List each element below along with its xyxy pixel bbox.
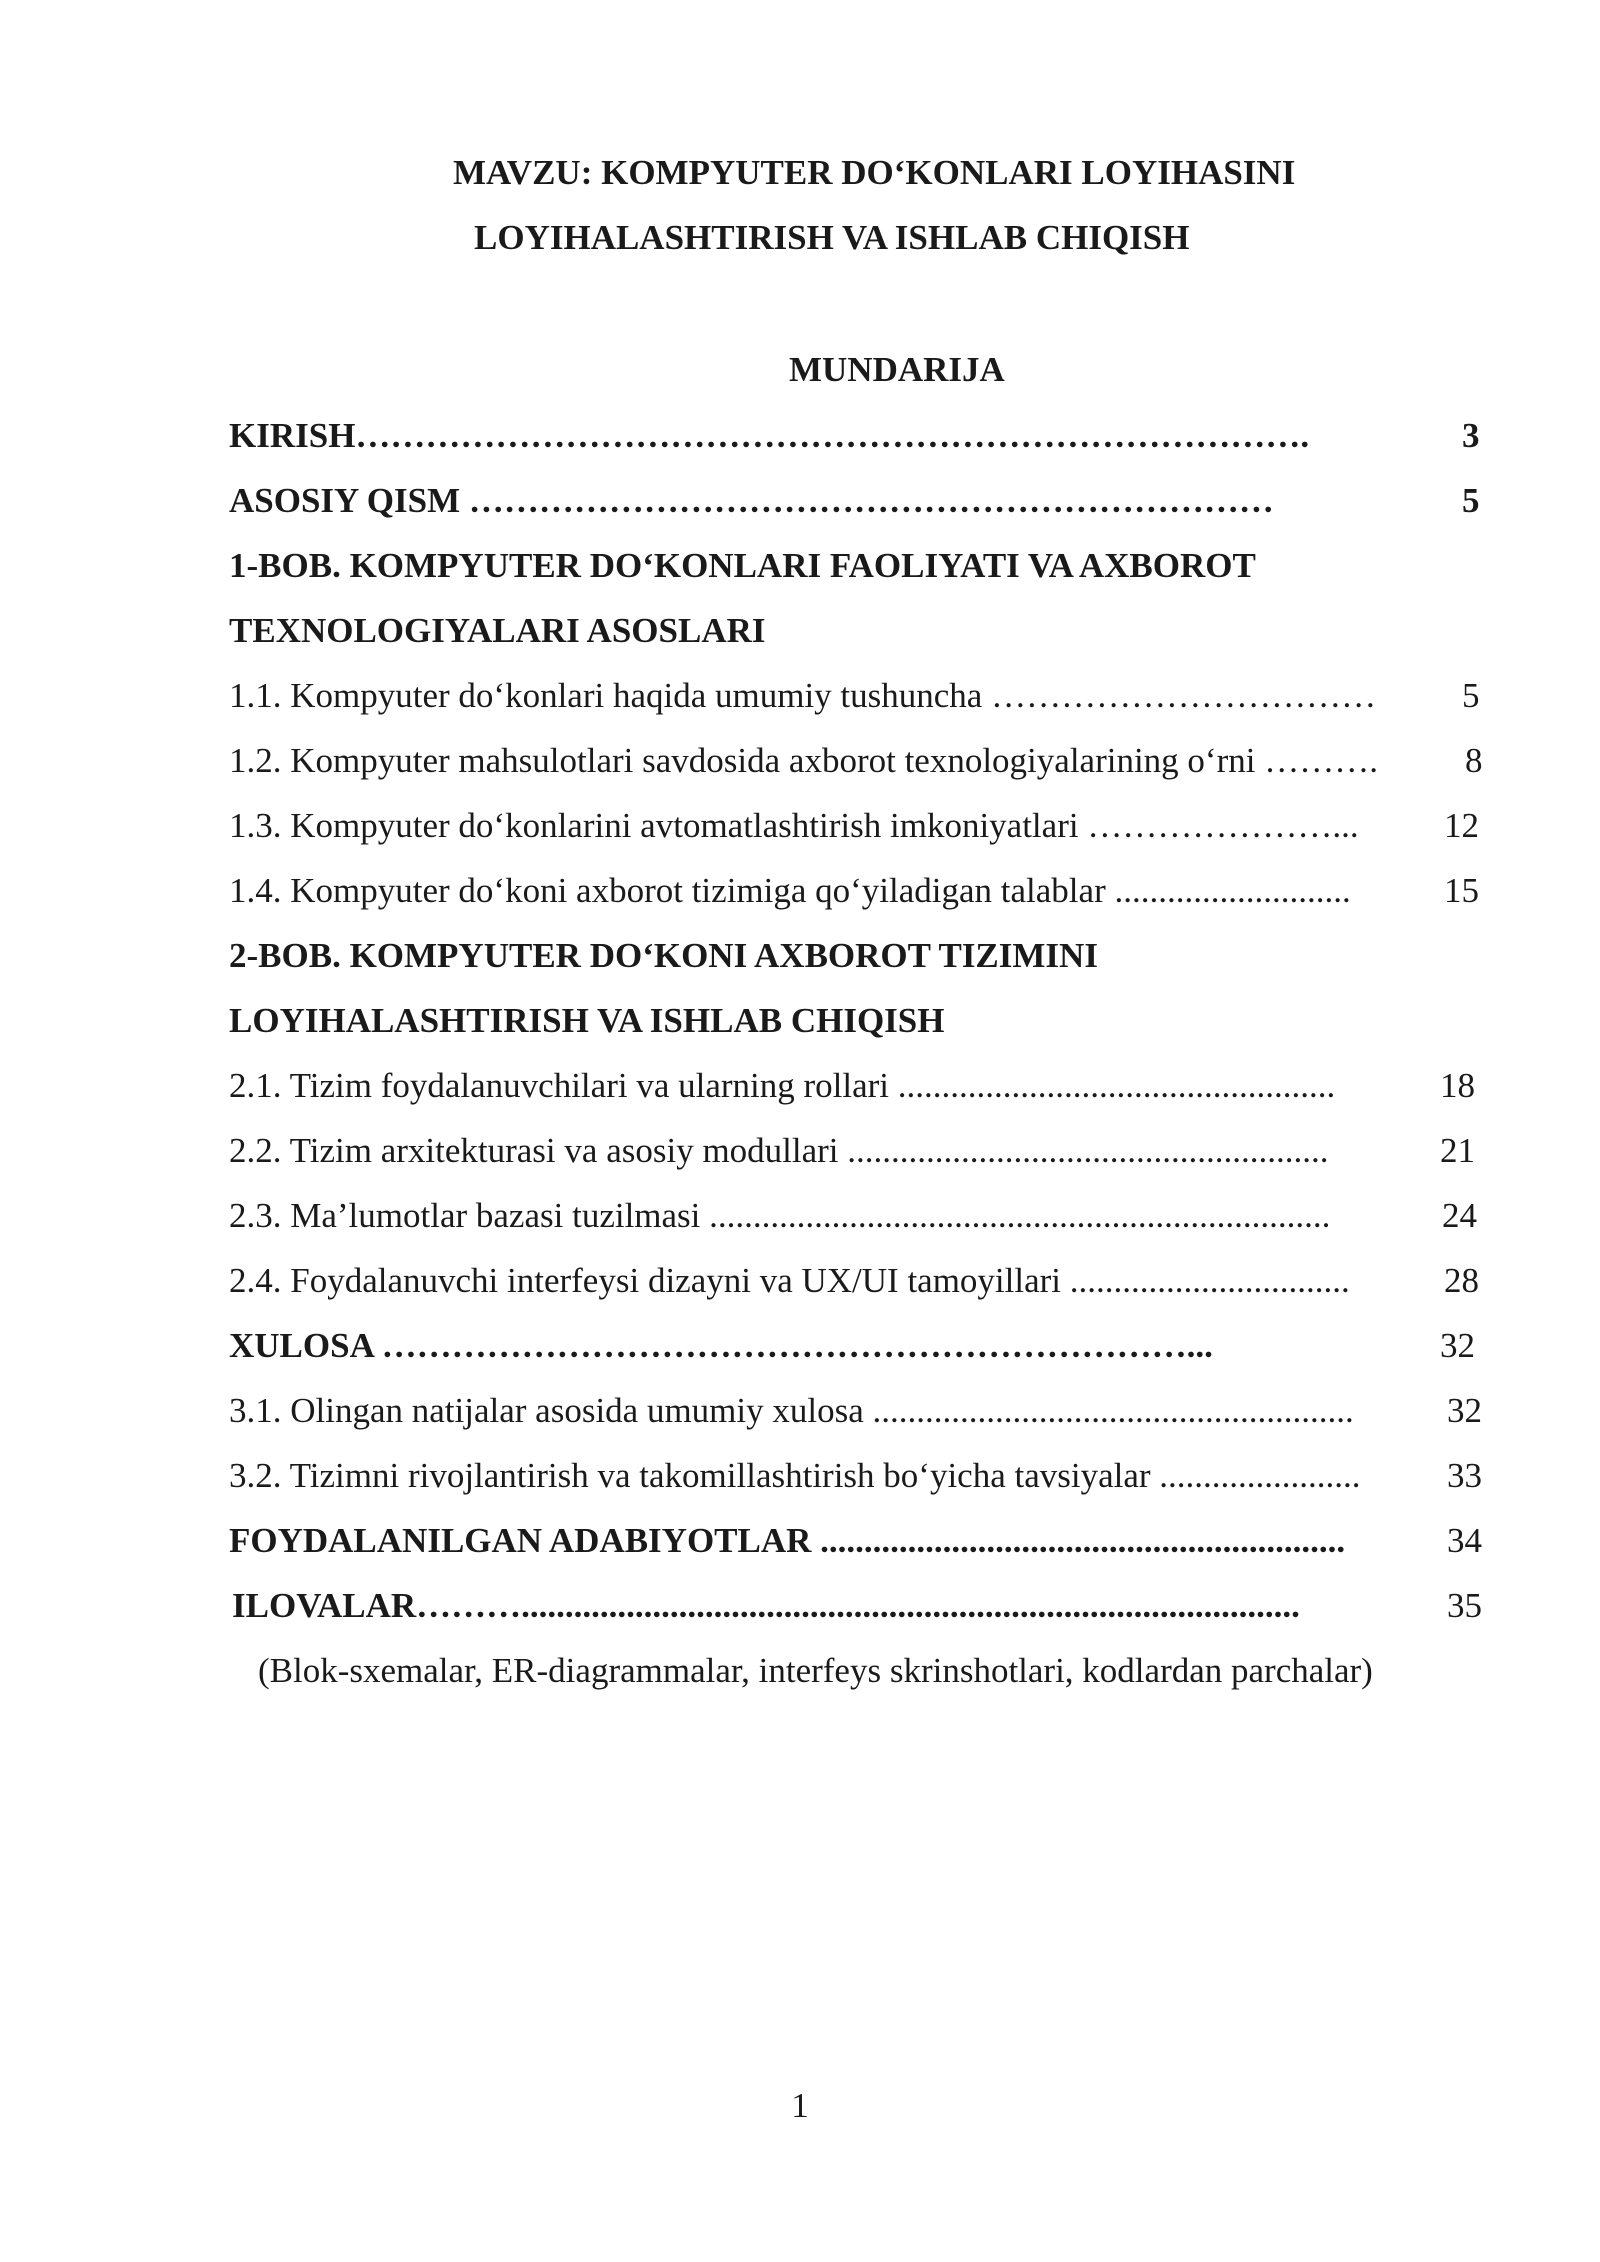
toc-entry-text: 1.1. Kompyuter do‘konlari haqida umumiy tushuncha …………………………… [229, 676, 1377, 715]
toc-page-number: 8 [1465, 741, 1483, 780]
toc-entry-text: 1.2. Kompyuter mahsulotlari savdosida axborot texnologiyalarining o‘rni ………. [229, 741, 1378, 780]
toc-entry-text: 2.2. Tizim arxitekturasi va asosiy modullari ....................................................... [229, 1131, 1329, 1170]
toc-entry-2-2 [229, 1131, 1475, 1171]
toc-entry-text: ILOVALAR………......................................................................................... [232, 1586, 1300, 1625]
toc-page-number: 35 [1447, 1586, 1482, 1625]
toc-chapter-1-line-2: TEXNOLOGIYALARI ASOSLARI [229, 611, 766, 650]
contents-heading: MUNDARIJA [789, 350, 1005, 389]
toc-entry-text: 1.4. Kompyuter do‘koni axborot tizimiga qo‘yiladigan talablar ........................... [229, 871, 1351, 910]
toc-entry-text: XULOSA ……………………………………………………………... [229, 1326, 1213, 1365]
toc-page-number: 3 [1462, 416, 1480, 455]
toc-entry-1-2 [229, 741, 1483, 781]
toc-page-number: 21 [1440, 1131, 1475, 1170]
page-number: 1 [791, 2086, 809, 2125]
toc-entry-text: KIRISH………………………………………………………………………. [229, 416, 1310, 455]
toc-page-number: 24 [1442, 1196, 1477, 1235]
title-line-2: LOYIHALASHTIRISH VA ISHLAB CHIQISH [474, 218, 1190, 257]
toc-page-number: 12 [1444, 806, 1479, 845]
toc-page-number: 5 [1462, 481, 1480, 520]
toc-entry-asosiy-qism [229, 481, 1480, 521]
title-line-1: MAVZU: KOMPYUTER DO‘KONLARI LOYIHASINI [453, 153, 1296, 192]
toc-entry-2-3 [229, 1196, 1477, 1236]
toc-entry-text: 1.3. Kompyuter do‘konlarini avtomatlashtirish imkoniyatlari …………………... [229, 806, 1359, 845]
toc-entry-text: 2.3. Ma’lumotlar bazasi tuzilmasi ....................................................................... [229, 1196, 1331, 1235]
toc-ilovalar-note: (Blok-sxemalar, ER-diagrammalar, interfeys skrinshotlari, kodlardan parchalar) [258, 1651, 1373, 1690]
toc-entry-xulosa [229, 1326, 1475, 1366]
toc-chapter-2-line-1: 2-BOB. KOMPYUTER DO‘KONI AXBOROT TIZIMINI [229, 936, 1098, 975]
toc-chapter-2-line-2: LOYIHALASHTIRISH VA ISHLAB CHIQISH [229, 1001, 945, 1040]
toc-entry-2-4 [229, 1261, 1479, 1301]
toc-page-number: 32 [1447, 1391, 1482, 1430]
toc-entry-text: 2.1. Tizim foydalanuvchilari va ularning rollari .................................................. [229, 1066, 1336, 1105]
toc-entry-kirish [229, 416, 1480, 456]
toc-entry-adabiyotlar [229, 1521, 1482, 1561]
toc-entry-text: 2.4. Foydalanuvchi interfeysi dizayni va UX/UI tamoyillari ................................ [229, 1261, 1350, 1300]
toc-page-number: 5 [1462, 676, 1480, 715]
toc-entry-3-1 [229, 1391, 1482, 1431]
toc-entry-1-4 [229, 871, 1479, 911]
toc-page-number: 33 [1447, 1456, 1482, 1495]
toc-entry-1-1 [229, 676, 1480, 716]
toc-chapter-1-line-1: 1-BOB. KOMPYUTER DO‘KONLARI FAOLIYATI VA AXBOROT [229, 546, 1256, 585]
toc-entry-text: 3.1. Olingan natijalar asosida umumiy xulosa ....................................................... [229, 1391, 1354, 1430]
toc-page-number: 15 [1444, 871, 1479, 910]
toc-entry-2-1 [229, 1066, 1475, 1106]
toc-entry-ilovalar [232, 1586, 1482, 1626]
toc-entry-text: ASOSIY QISM …………………………………………………………… [229, 481, 1274, 520]
toc-page-number: 34 [1447, 1521, 1482, 1560]
toc-page-number: 32 [1440, 1326, 1475, 1365]
toc-entry-text: FOYDALANILGAN ADABIYOTLAR ............................................................ [229, 1521, 1346, 1560]
toc-entry-1-3 [229, 806, 1479, 846]
toc-entry-text: 3.2. Tizimni rivojlantirish va takomillashtirish bo‘yicha tavsiyalar ....................... [229, 1456, 1361, 1495]
toc-page-number: 18 [1440, 1066, 1475, 1105]
toc-entry-3-2 [229, 1456, 1482, 1496]
toc-page-number: 28 [1444, 1261, 1479, 1300]
